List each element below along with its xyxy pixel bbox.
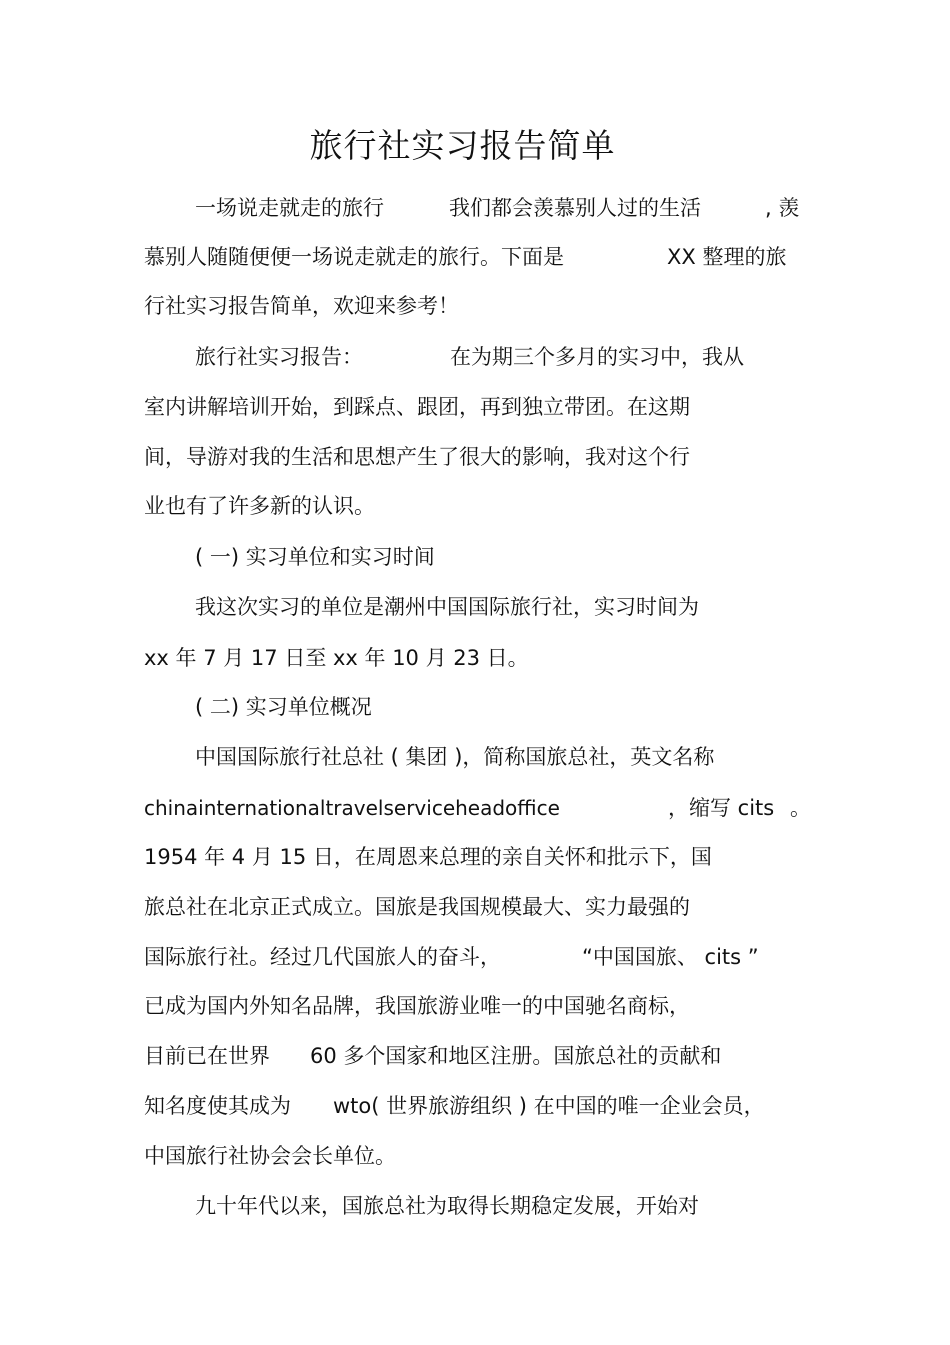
- section-2-text: ，缩写 cits: [668, 796, 775, 820]
- section-2-line-6: 已成为国内外知名品牌，我国旅游业唯一的中国驰名商标，: [144, 994, 690, 1018]
- intro-line-3: 行社实习报告简单，欢迎来参考！: [144, 294, 459, 318]
- document-title: 旅行社实习报告简单: [309, 126, 616, 165]
- intro-text: XX 整理的旅: [667, 245, 787, 269]
- section-2-text: 60 多个国家和地区注册。国旅总社的贡献和: [310, 1044, 722, 1068]
- section-1-heading: ( 一) 实习单位和实习时间: [195, 545, 435, 569]
- section-2-text: 国际旅行社。经过几代国旅人的奋斗，: [144, 945, 501, 969]
- section-1-line-1: 我这次实习的单位是潮州中国国际旅行社，实习时间为: [195, 595, 699, 619]
- report-text: 在为期三个多月的实习中，我从: [450, 345, 744, 369]
- intro-text: 我们都会羡慕别人过的生活: [449, 196, 701, 220]
- section-2-text: 知名度使其成为: [144, 1094, 291, 1118]
- section-1-line-2: xx 年 7 月 17 日至 xx 年 10 月 23 日。: [144, 646, 529, 670]
- intro-text: 慕别人随随便便一场说走就走的旅行。下面是: [144, 245, 564, 269]
- section-2-text: “中国国旅、 cits ”: [582, 945, 759, 969]
- intro-text: 一场说走就走的旅行: [195, 196, 384, 220]
- section-2-line-9: 中国旅行社协会会长单位。: [144, 1144, 396, 1168]
- report-line-2: 室内讲解培训开始，到踩点、跟团，再到独立带团。在这期: [144, 395, 690, 419]
- section-2-line-1: 中国国际旅行社总社 ( 集团 )，简称国旅总社，英文名称: [195, 745, 715, 769]
- intro-text: , 羡: [765, 196, 800, 220]
- section-2-heading: ( 二) 实习单位概况: [195, 695, 372, 719]
- section-2-text: 目前已在世界: [144, 1044, 270, 1068]
- section-2-text: chinainternationaltravelserviceheadoffice: [144, 796, 560, 820]
- section-2-line-3: 1954 年 4 月 15 日，在周恩来总理的亲自关怀和批示下，国: [144, 845, 712, 869]
- section-2-text: 。: [790, 796, 811, 820]
- section-2-text: wto( 世界旅游组织 ) 在中国的唯一企业会员，: [333, 1094, 765, 1118]
- report-line-3: 间，导游对我的生活和思想产生了很大的影响，我对这个行: [144, 445, 690, 469]
- section-2-line-4: 旅总社在北京正式成立。国旅是我国规模最大、实力最强的: [144, 895, 690, 919]
- report-line-4: 业也有了许多新的认识。: [144, 494, 375, 518]
- report-text: 旅行社实习报告：: [195, 345, 363, 369]
- section-3-line-1: 九十年代以来，国旅总社为取得长期稳定发展，开始对: [195, 1194, 699, 1218]
